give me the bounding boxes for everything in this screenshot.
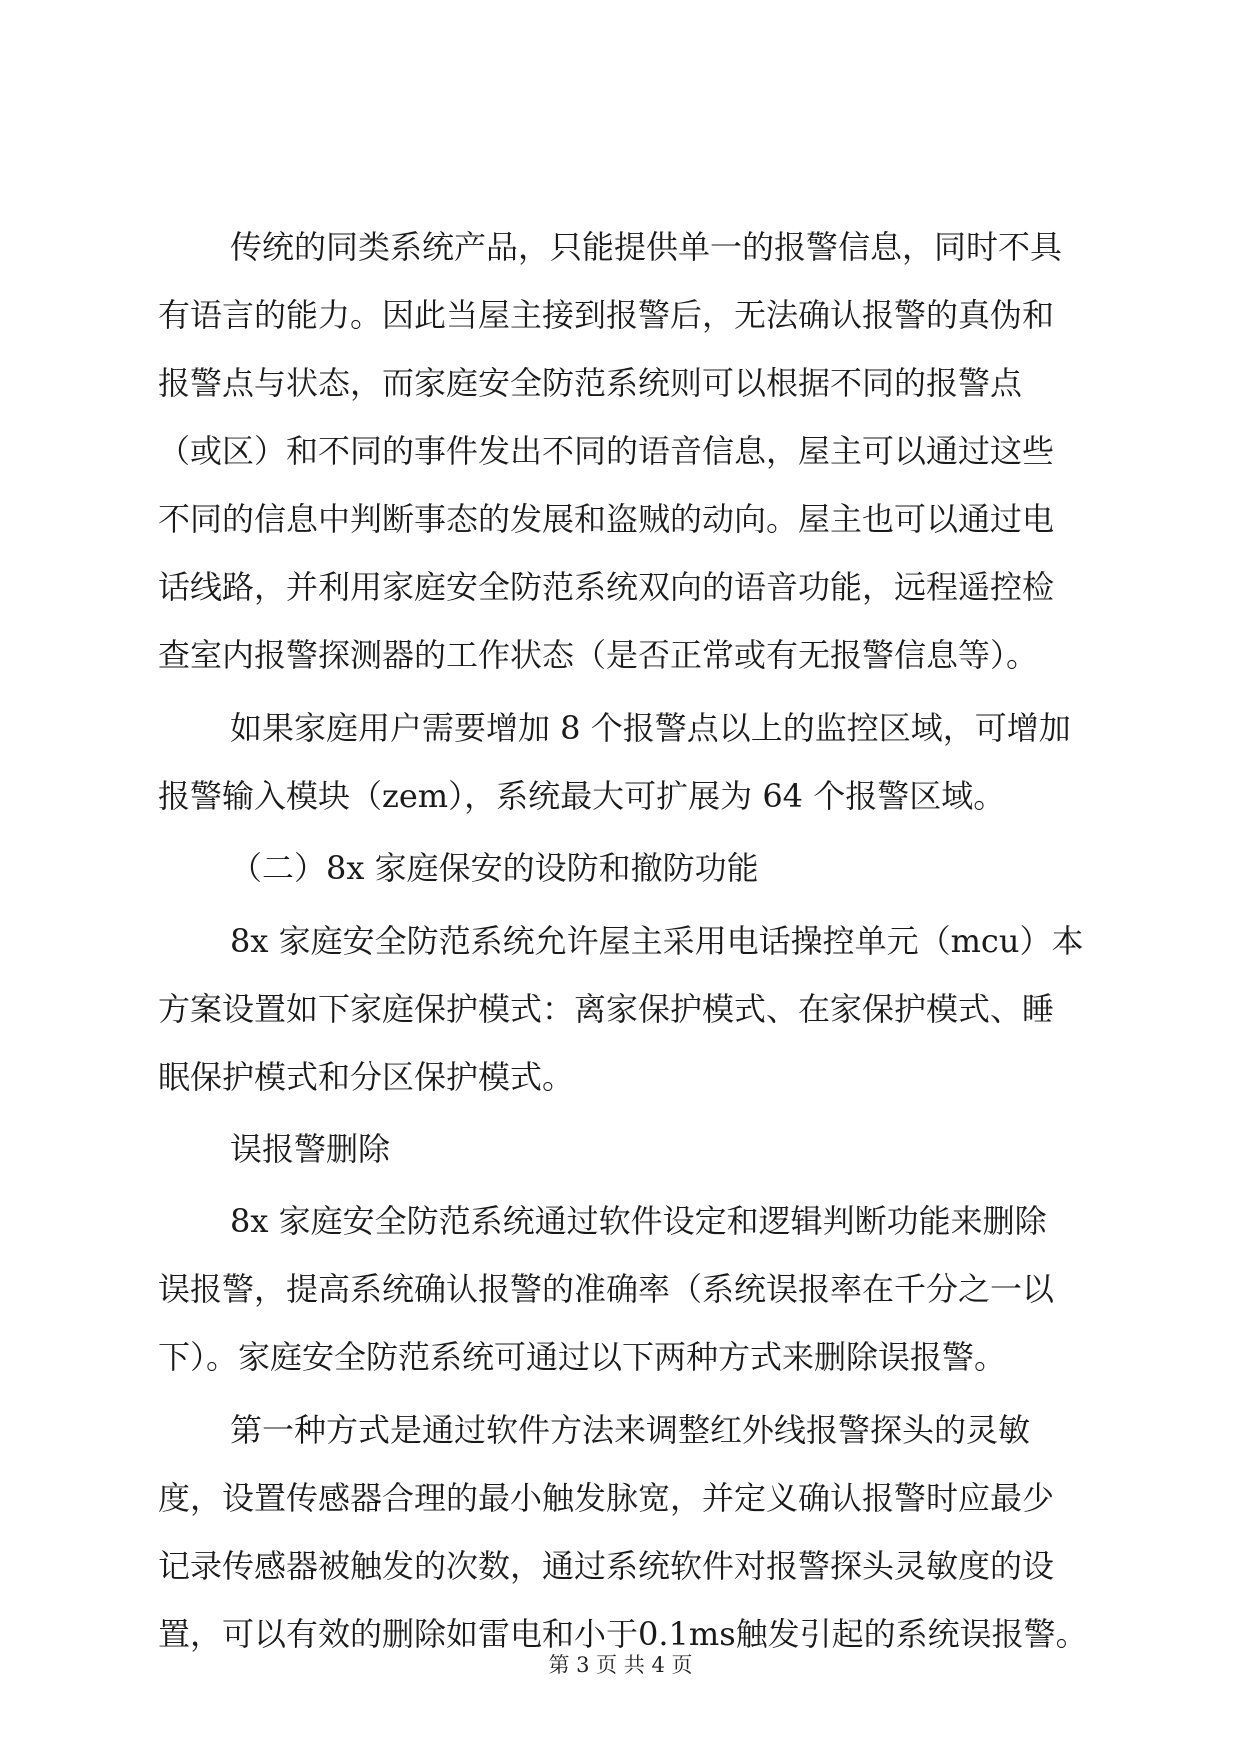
text-line xyxy=(0,625,1241,685)
line-text: 有语言的能力。因此当屋主接到报警后，无法确认报警的真伪和 xyxy=(158,296,1055,334)
text-line xyxy=(0,217,1241,277)
line-text: 置，可以有效的删除如雷电和小于0.1ms触发引起的系统误报警。 xyxy=(158,1615,1088,1653)
text-line xyxy=(0,979,1241,1039)
page-number: 第 3 页 共 4 页 xyxy=(548,1653,693,1677)
text-line xyxy=(0,1400,1241,1460)
text-line xyxy=(0,698,1241,758)
text-line xyxy=(0,557,1241,617)
line-text: 如果家庭用户需要增加 8 个报警点以上的监控区域，可增加 xyxy=(230,709,1071,747)
line-text: 第一种方式是通过软件方法来调整红外线报警探头的灵敏 xyxy=(230,1411,1031,1449)
line-text: 不同的信息中判断事态的发展和盗贼的动向。屋主也可以通过电 xyxy=(158,500,1055,538)
text-line xyxy=(0,1468,1241,1528)
line-text: 记录传感器被触发的次数，通过系统软件对报警探头灵敏度的设 xyxy=(158,1547,1055,1585)
line-text: （二）8x 家庭保安的设防和撤防功能 xyxy=(230,849,759,887)
line-text: 8x 家庭安全防范系统通过软件设定和逻辑判断功能来删除 xyxy=(230,1202,1047,1240)
page-footer xyxy=(0,1650,1241,1680)
text-line xyxy=(0,1191,1241,1251)
text-line xyxy=(0,285,1241,345)
line-text: 眠保护模式和分区保护模式。 xyxy=(158,1058,575,1096)
line-text: （或区）和不同的事件发出不同的语音信息，屋主可以通过这些 xyxy=(158,432,1055,470)
text-line xyxy=(0,1259,1241,1319)
text-line xyxy=(0,353,1241,413)
line-text: 下）。家庭安全防范系统可通过以下两种方式来删除误报警。 xyxy=(158,1338,1007,1376)
line-text: 度，设置传感器合理的最小触发脉宽，并定义确认报警时应最少 xyxy=(158,1479,1055,1517)
line-text: 话线路，并利用家庭安全防范系统双向的语音功能，远程遥控检 xyxy=(158,568,1055,606)
line-text: 报警点与状态，而家庭安全防范系统则可以根据不同的报警点 xyxy=(158,364,1023,402)
line-text: 报警输入模块（zem），系统最大可扩展为 64 个报警区域。 xyxy=(158,777,1006,815)
line-text: 8x 家庭安全防范系统允许屋主采用电话操控单元（mcu）本 xyxy=(230,922,1084,960)
line-text: 误报警，提高系统确认报警的准确率（系统误报率在千分之一以 xyxy=(158,1270,1055,1308)
text-line xyxy=(0,489,1241,549)
line-text: 传统的同类系统产品，只能提供单一的报警信息，同时不具 xyxy=(230,228,1063,266)
line-text: 误报警删除 xyxy=(230,1130,391,1168)
text-line xyxy=(0,1536,1241,1596)
text-line xyxy=(0,766,1241,826)
text-line xyxy=(0,1327,1241,1387)
section-heading xyxy=(0,1119,1241,1179)
text-line xyxy=(0,911,1241,971)
line-text: 方案设置如下家庭保护模式：离家保护模式、在家保护模式、睡 xyxy=(158,990,1055,1028)
section-heading xyxy=(0,838,1241,898)
text-line xyxy=(0,1047,1241,1107)
line-text: 查室内报警探测器的工作状态（是否正常或有无报警信息等）。 xyxy=(158,636,1039,674)
text-line xyxy=(0,421,1241,481)
